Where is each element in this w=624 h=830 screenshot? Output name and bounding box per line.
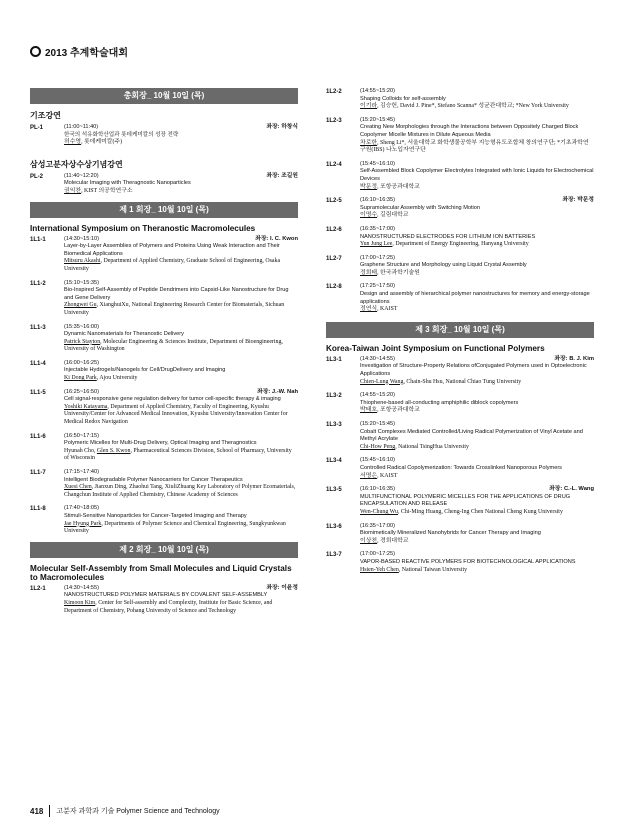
entry-presenter: 차로한 [360, 139, 378, 146]
entry-code: 1L1-8 [30, 506, 46, 513]
entry-affiliation: , 포항공과대학교 [377, 407, 420, 414]
entry-chair: 좌장: 이윤정 [266, 584, 298, 591]
entry-chair: 좌장: I. C. Kwon [255, 235, 298, 242]
entry-affiliation: , Chi-Ming Huang, Cheng-Ing Chen National Cheng Kung University [397, 508, 563, 515]
entry-title: Injectable Hydrogels/Nanogels for Cell/DrugDelivery and Imaging [64, 367, 226, 374]
entry-coauthor: Hyunah Cho, [64, 447, 97, 454]
circle-bullet-icon [30, 46, 41, 57]
entry-presenter: 박태호 [360, 407, 378, 414]
entry-presenter: Patrick Stayton [64, 338, 101, 345]
entry-title: Bio-Inspired Self-Assembly of Peptide Dendrimers into Capsid-Like Nanostructure for Drug and Gene Delivery [64, 287, 289, 301]
entry-affiliation: , KAIST [377, 306, 398, 313]
session1-title: International Symposium on Theranostic Macromolecules [30, 223, 256, 233]
entry-time: (17:00~17:25) [360, 254, 395, 261]
entry-presenter: 정희태 [360, 269, 378, 276]
entry-time: (17:15~17:40) [64, 469, 99, 475]
program-entry [326, 421, 594, 451]
entry-code: PL-2 [30, 173, 44, 180]
memorial-lecture-title: 삼성고분자상수상기념강연 [30, 159, 123, 169]
program-entry [30, 389, 298, 427]
entry-chair: 좌장: C.-L. Wang [549, 486, 594, 493]
entry-title: Creating New Morphologies through the Interactions between Oppositely Charged Block Copolymer Micelle Mixtures in Dilute Aqueous Media [360, 124, 579, 138]
entry-affiliation: , Jianxun Ding, Zhaohui Tang, XiuliZhuang Key Laboratory of Polymer Ecomaterials, Changchun Institute of Applied Chemistry, Chinese Academy of Sciences [64, 484, 296, 498]
entry-affiliation: , 길림대학교 [377, 212, 409, 219]
program-entry [326, 117, 594, 155]
entry-presenter: Zhongwei Gu [64, 302, 97, 309]
entry-title: Cell signal-responsive gene regulation delivery for tumor cell-specific therapy & imaging [64, 396, 281, 403]
entry-code: 1L2-7 [326, 255, 342, 262]
entry-title: Intelligent Biodegradable Polymer Nanocarriers for Cancer Therapeutics [64, 476, 243, 483]
entry-affiliation: , Molecular Engineering & Sciences Institute, Department of Bioengineering, University of Washington [64, 338, 283, 353]
right-column [326, 88, 594, 580]
program-entry [326, 161, 594, 191]
program-entry [30, 433, 298, 463]
session-band-plenary: 총회장_ 10월 10일 (목) [30, 88, 298, 104]
entry-title: Graphene Structure and Morphology using Liquid Crystal Assembly [360, 262, 527, 269]
entry-title: Dynamic Nanomaterials for Theranostic Delivery [64, 331, 184, 338]
journal-name: 고분자 과학과 기술 Polymer Science and Technology [56, 808, 220, 815]
entry-presenter: 이명수 [360, 212, 378, 219]
program-entry [326, 356, 594, 386]
entry-affiliation: , Chain-Shu Hsu, National Chiao Tung University [403, 378, 522, 385]
program-entry [326, 523, 594, 546]
entry-time: (16:35~17:00) [360, 522, 395, 529]
entry-affiliation: , National Taiwan University [398, 566, 468, 573]
entry-title: NANOSTRUCTURED ELECTRODES FOR LITHIUM ION BATTERIES [360, 233, 536, 240]
program-entry [326, 255, 594, 278]
program-entry [326, 457, 594, 480]
entry-presenter: Chi-How Peng [360, 443, 396, 450]
session2-title: Molecular Self-Assembly from Small Molecules and Liquid Crystals to Macromolecules [30, 563, 292, 582]
entry-title: Thiophene-based all-conducting amphiphilic diblock copolymers [360, 399, 519, 406]
entry-affiliation: , KAIST [377, 472, 398, 479]
entry-affiliation: , KIST 의공학연구소 [81, 187, 133, 194]
session3-list [326, 356, 594, 574]
entry-affiliation: , 한국과학기술원 [377, 269, 420, 276]
entry-presenter: Kimoon Kim [64, 599, 96, 606]
entry-presenter: 권익찬 [64, 187, 82, 194]
entry-code: 1L1-1 [30, 236, 46, 243]
entry-presenter: Hsien-Yeh Chen [360, 566, 399, 573]
entry-title: NANOSTRUCTURED POLYMER MATERIALS BY COVALENT SELF-ASSEMBLY [64, 592, 268, 599]
entry-code: 1L2-2 [326, 89, 342, 95]
program-entry [30, 505, 298, 535]
entry-presenter: 박문정 [360, 183, 378, 190]
session-band-room3: 제 3 회장_ 10월 10일 (목) [326, 322, 594, 338]
entry-time: (15:10~15:35) [64, 279, 99, 286]
entry-time: (14:55~15:20) [360, 392, 395, 399]
session1-list [30, 236, 298, 536]
entry-code: 1L2-3 [326, 117, 342, 124]
entry-code: 1L1-6 [30, 433, 46, 440]
program-entry [326, 283, 594, 313]
entry-presenter: 정연식 [360, 306, 378, 313]
entry-code: 1L3-7 [326, 552, 342, 559]
entry-presenter: 서명은 [360, 472, 378, 479]
entry-title: 한국의 석유화학산업과 롯데케미칼의 성장 전략 [64, 131, 179, 138]
entry-time: (11:00~11:40) [64, 124, 99, 130]
entry-time: (16:10~16:35) [360, 197, 395, 204]
entry-code: 1L2-1 [30, 585, 46, 592]
page-footer [30, 805, 220, 817]
program-entry [30, 236, 298, 274]
entry-title: VAPOR-BASED REACTIVE POLYMERS FOR BIOTECHNOLOGICAL APPLICATIONS [360, 558, 576, 565]
entry-code: 1L1-4 [30, 360, 46, 367]
entry-affiliation: , Center for Self-assembly and Complexity, Institute for Basic Science, and Department of Chemistry, Pohang University of Science and Technology [64, 599, 273, 614]
entry-code: 1L3-6 [326, 523, 342, 530]
entry-code: 1L2-4 [326, 161, 342, 168]
entry-title: Biomimetically Mineralized Nanohybrids for Cancer Therapy and Imaging [360, 530, 541, 537]
entry-presenter: Yun Jung Lee [360, 241, 393, 248]
entry-affiliation: , Ajou University [96, 375, 138, 382]
entry-title: Investigation of Structure-Property Relations ofConjugated Polymers used in Optoelectronic Applications [360, 363, 587, 378]
entry-presenter: Ki Dong Park [64, 375, 97, 382]
page-header [30, 44, 128, 59]
entry-time: (14:30~14:55) [64, 584, 99, 591]
entry-time: (17:25~17:50) [360, 283, 395, 290]
entry-presenter: Xuesi Chen [64, 484, 92, 491]
entry-code: 1L3-4 [326, 458, 342, 465]
entry-title: Polymeric Micelles for Multi-Drug Delivery, Optical Imaging and Theragnostics [64, 440, 257, 447]
entry-code: 1L1-3 [30, 324, 46, 331]
entry-title: Molecular Imaging with Theragnostic Nanoparticles [64, 180, 191, 187]
entry-affiliation: , 경희대학교 [377, 537, 409, 544]
entry-presenter: Wen-Chung Wu [360, 508, 398, 515]
entry-code: 1L2-8 [326, 284, 342, 291]
entry-code: 1L1-5 [30, 389, 46, 396]
entry-time: (16:00~16:25) [64, 359, 99, 366]
entry-code: PL-1 [30, 125, 44, 131]
entry-presenter: 이기라 [360, 103, 378, 110]
entry-title: Cobalt Complexes Mediated Controlled/Living Radical Polymerization of Vinyl Acetate and Methyl Acrylate [360, 428, 583, 443]
entry-affiliation: , Pharmaceutical Sciences Division, School of Pharmacy, University of Wisconsin [64, 447, 292, 462]
program-entry [326, 226, 594, 249]
page-number: 418 [30, 806, 44, 816]
entry-title: Layer-by-Layer Assemblies of Polymers and Proteins Using Weak Interaction and Their Biomedical Applications [64, 243, 280, 257]
footer-divider [49, 805, 50, 817]
entry-time: (14:30~14:55) [360, 355, 395, 362]
entry-title: Shaping Colloids for self-assembly [360, 95, 446, 102]
header-title: 2013 추계학술대회 [45, 48, 128, 59]
keynote-title: 기조강연 [30, 111, 61, 120]
entry-presenter: 이상천 [360, 537, 378, 544]
entry-time: (15:20~15:45) [360, 421, 395, 427]
entry-affiliation: , Department of Energy Engineering, Hanyang University [392, 241, 529, 248]
entry-chair: 좌장: 조길원 [266, 172, 298, 179]
entry-presenter: Glen S. Kwon [96, 447, 131, 454]
entry-code: 1L3-1 [326, 356, 342, 363]
entry-affiliation: , Departments of Polymer Science and Chemical Engineering, Sungkyunkwan University [64, 520, 286, 535]
entry-title: Self-Assembled Block Copolymer Electrolytes Integrated with Ionic Liquids for Electrochemical Devices [360, 168, 594, 182]
session-band-room2: 제 2 회장_ 10월 10일 (목) [30, 542, 298, 558]
entry-time: (15:45~16:10) [360, 160, 395, 167]
entry-chair: 좌장: 하창식 [266, 124, 298, 130]
entry-presenter: Mitsuru Akashi [64, 258, 101, 265]
program-entry [30, 585, 298, 615]
entry-affiliation: , National TsingHua University [395, 443, 469, 450]
entry-time: (16:10~16:35) [360, 486, 395, 493]
entry-affiliation: , Sheng Li*, 서울대학교 화학생물공학부 지능형유도조합체 창의연구단; *기초과학연구원(IBS) 나노입자연구단 [360, 139, 589, 154]
entry-time: (16:25~16:50) [64, 388, 99, 395]
program-entry [30, 124, 298, 147]
entry-presenter: 허수영 [64, 139, 82, 146]
entry-title: Supramolecular Assembly with Switching Motion [360, 204, 481, 211]
program-entry [326, 88, 594, 111]
entry-affiliation: , 롯데케미칼(주) [81, 139, 123, 146]
entry-time: (15:35~16:00) [64, 323, 99, 330]
program-entry [326, 197, 594, 220]
entry-title: MULTIFUNCTIONAL POLYMERIC MICELLES FOR THE APPLICATIONS OF DRUG ENCAPSULATION AND RELEASE [360, 493, 571, 508]
entry-affiliation: , Department of Applied Chemistry, Graduate School of Engineering, Osaka University [64, 258, 281, 272]
entry-code: 1L1-7 [30, 470, 46, 476]
entry-affiliation: , Department of Applied Chemistry, Faculty of Engineering, Kyushu University/Center for Advanced Medical Innovation, Kyushu University/Innovation Center for Medical Redox Navigation [64, 403, 288, 426]
entry-affiliation: , XianghuiXu, National Engineering Research Center for Biomaterials, Sichuan University [64, 302, 285, 316]
program-entry [326, 486, 594, 516]
entry-affiliation: , 김승헌, David J. Pine*, Stefano Scanna* 성균관대학교; *New York University [377, 103, 569, 110]
program-entry [30, 280, 298, 318]
program-entry [30, 324, 298, 354]
entry-title: Design and assembly of hierarchical polymer nanostructures for memory and energy-storage applications [360, 291, 590, 305]
entry-chair: 좌장: J.-W. Nah [257, 388, 298, 395]
entry-time: (14:30~15:10) [64, 235, 99, 242]
session3-title: Korea-Taiwan Joint Symposium on Functional Polymers [326, 343, 545, 353]
entry-code: 1L2-5 [326, 198, 342, 205]
entry-chair: 좌장: B. J. Kim [554, 355, 594, 362]
entry-time: (11:40~12:20) [64, 172, 99, 179]
entry-presenter: Chien-Lung Wang [360, 378, 404, 385]
entry-chair: 좌장: 박문정 [562, 197, 594, 204]
entry-code: 1L3-2 [326, 393, 342, 400]
entry-title: Stimuli-Sensitive Nanoparticles for Cancer-Targeted Imaging and Therapy [64, 512, 247, 519]
entry-presenter: Jae Hyung Park [64, 520, 102, 527]
entry-time: (17:40~18:05) [64, 505, 99, 512]
entry-time: (16:35~17:00) [360, 225, 395, 232]
entry-time: (14:55~15:20) [360, 88, 395, 94]
program-entry [326, 392, 594, 415]
entry-presenter: Yoshiki Katayama [64, 403, 108, 410]
program-entry [30, 469, 298, 499]
session-band-room1: 제 1 회장_ 10월 10일 (목) [30, 202, 298, 218]
entry-code: 1L3-3 [326, 422, 342, 428]
session2-list [326, 88, 594, 314]
entry-time: (17:00~17:25) [360, 551, 395, 558]
entry-code: 1L2-6 [326, 226, 342, 233]
entry-time: (15:20~15:45) [360, 116, 395, 123]
entry-code: 1L3-5 [326, 487, 342, 494]
program-entry [30, 360, 298, 383]
entry-time: (16:50~17:15) [64, 432, 99, 439]
entry-title: Controlled Radical Copolymerization: Towards Crosslinked Nanoporous Polymers [360, 464, 562, 471]
entry-time: (15:45~16:10) [360, 457, 395, 464]
entry-affiliation: , 포항공과대학교 [377, 183, 420, 190]
entry-code: 1L1-2 [30, 280, 46, 287]
program-entry [30, 173, 298, 196]
left-column [30, 88, 298, 621]
program-entry [326, 551, 594, 574]
